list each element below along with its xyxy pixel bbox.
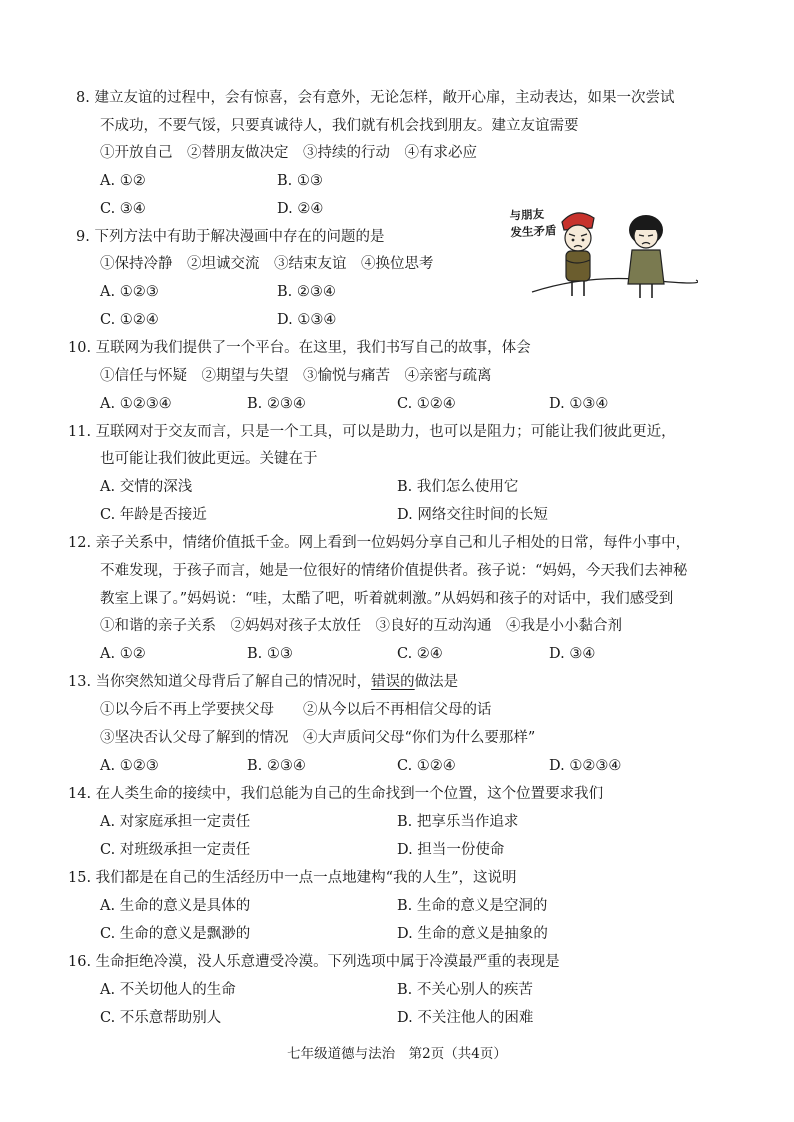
option-d: D. 生命的意义是抽象的	[397, 926, 548, 942]
question-8	[76, 88, 674, 108]
question-11	[68, 422, 676, 442]
option-c: C. ①②④	[100, 312, 159, 328]
question-12	[68, 533, 690, 553]
question-16	[68, 952, 560, 972]
page-footer: 七年级道德与法治 第2页（共4页）	[287, 1046, 507, 1062]
question-number: 8.	[76, 90, 90, 106]
question-stem: 互联网对于交友而言，只是一个工具，可以是助力，也可以是阻力；可能让我们彼此更近，	[95, 424, 676, 440]
option-b: B. ②③④	[247, 396, 306, 412]
question-items: ①开放自己 ②替朋友做决定 ③持续的行动 ④有求必应	[100, 145, 477, 161]
option-a: A. ①②③④	[100, 396, 172, 412]
question-stem-line: 也可能让我们彼此更远。关键在于	[100, 451, 318, 467]
question-stem: 生命拒绝冷漠，没人乐意遭受冷漠。下列选项中属于冷漠最严重的表现是	[95, 954, 560, 970]
question-number: 14.	[68, 786, 92, 802]
option-b: B. ②③④	[277, 284, 336, 300]
question-10	[68, 338, 531, 358]
option-b: B. 不关心别人的疾苦	[397, 982, 533, 998]
question-items: ①保持冷静 ②坦诚交流 ③结束友谊 ④换位思考	[100, 256, 434, 272]
question-number: 15.	[68, 870, 92, 886]
option-c: C. 不乐意帮助别人	[100, 1010, 222, 1026]
emphasis-underline: 错误的	[371, 674, 415, 690]
question-items: ③坚决否认父母了解到的情况 ④大声质问父母“你们为什么要那样”	[100, 730, 536, 746]
option-b: B. ②③④	[247, 758, 306, 774]
option-b: B. 把享乐当作追求	[397, 814, 519, 830]
option-c: C. ①②④	[397, 758, 456, 774]
question-stem: 建立友谊的过程中，会有惊喜，会有意外，无论怎样，敞开心扉，主动表达，如果一次尝试	[94, 90, 675, 106]
option-d: D. 网络交往时间的长短	[397, 507, 548, 523]
girl-figure	[628, 215, 664, 298]
question-items: ①和谐的亲子关系 ②妈妈对孩子太放任 ③良好的互动沟通 ④我是小小黏合剂	[100, 618, 622, 634]
question-stem: 当你突然知道父母背后了解自己的情况时，	[95, 674, 372, 690]
question-stem: 下列方法中有助于解决漫画中存在的问题的是	[94, 229, 385, 245]
question-stem-line: 不成功，不要气馁，只要真诚待人，我们就有机会找到朋友。建立友谊需要	[100, 118, 579, 134]
option-d: D. 不关注他人的困难	[397, 1010, 534, 1026]
option-a: A. ①②	[100, 173, 146, 189]
option-a: A. 交情的深浅	[100, 479, 193, 495]
option-c: C. ①②④	[397, 396, 456, 412]
question-stem-line: 教室上课了。”妈妈说：“哇，太酷了吧，听着就刺激。”从妈妈和孩子的对话中，我们感受到	[100, 591, 674, 607]
option-a: A. 对家庭承担一定责任	[100, 814, 251, 830]
question-stem: 互联网为我们提供了一个平台。在这里，我们书写自己的故事，体会	[95, 340, 531, 356]
question-14	[68, 784, 603, 804]
question-9	[76, 227, 384, 247]
question-stem: 在人类生命的接续中，我们总能为自己的生命找到一个位置，这个位置要求我们	[95, 786, 604, 802]
cartoon-caption-line: 与朋友	[509, 206, 545, 223]
option-d: D. ①③④	[549, 396, 609, 412]
option-c: C. ②④	[397, 646, 443, 662]
cartoon-illustration	[528, 200, 698, 310]
option-d: D. ①②③④	[549, 758, 622, 774]
option-a: A. ①②③	[100, 284, 159, 300]
option-b: B. 我们怎么使用它	[397, 479, 519, 495]
option-c: C. 年龄是否接近	[100, 507, 207, 523]
question-items: ①以今后不再上学要挟父母 ②从今以后不再相信父母的话	[100, 702, 492, 718]
option-b: B. ①③	[277, 173, 323, 189]
question-13	[68, 672, 458, 692]
option-b: B. 生命的意义是空洞的	[397, 898, 548, 914]
question-number: 11.	[68, 424, 92, 440]
question-stem: 做法是	[414, 674, 459, 690]
option-c: C. 对班级承担一定责任	[100, 842, 251, 858]
question-number: 13.	[68, 674, 92, 690]
question-number: 16.	[68, 954, 92, 970]
option-a: A. ①②	[100, 646, 146, 662]
option-d: D. 担当一份使命	[397, 842, 505, 858]
option-d: D. ②④	[277, 201, 324, 217]
question-items: ①信任与怀疑 ②期望与失望 ③愉悦与痛苦 ④亲密与疏离	[100, 368, 492, 384]
option-c: C. ③④	[100, 201, 146, 217]
cartoon-caption-line: 发生矛盾	[510, 223, 557, 240]
question-stem: 亲子关系中，情绪价值抵千金。网上看到一位妈妈分享自己和儿子相处的日常，每件小事中，	[95, 535, 691, 551]
option-a: A. 不关切他人的生命	[100, 982, 236, 998]
option-b: B. ①③	[247, 646, 293, 662]
option-c: C. 生命的意义是飘渺的	[100, 926, 251, 942]
option-d: D. ③④	[549, 646, 596, 662]
question-15	[68, 868, 517, 888]
question-number: 9.	[76, 229, 90, 245]
option-a: A. ①②③	[100, 758, 159, 774]
question-number: 10.	[68, 340, 92, 356]
option-a: A. 生命的意义是具体的	[100, 898, 251, 914]
question-stem: 我们都是在自己的生活经历中一点一点地建构“我的人生”，这说明	[95, 870, 517, 886]
question-stem-line: 不难发现，于孩子而言，她是一位很好的情绪价值提供者。孩子说：“妈妈，今天我们去神秘	[100, 563, 688, 579]
option-d: D. ①③④	[277, 312, 337, 328]
question-number: 12.	[68, 535, 92, 551]
